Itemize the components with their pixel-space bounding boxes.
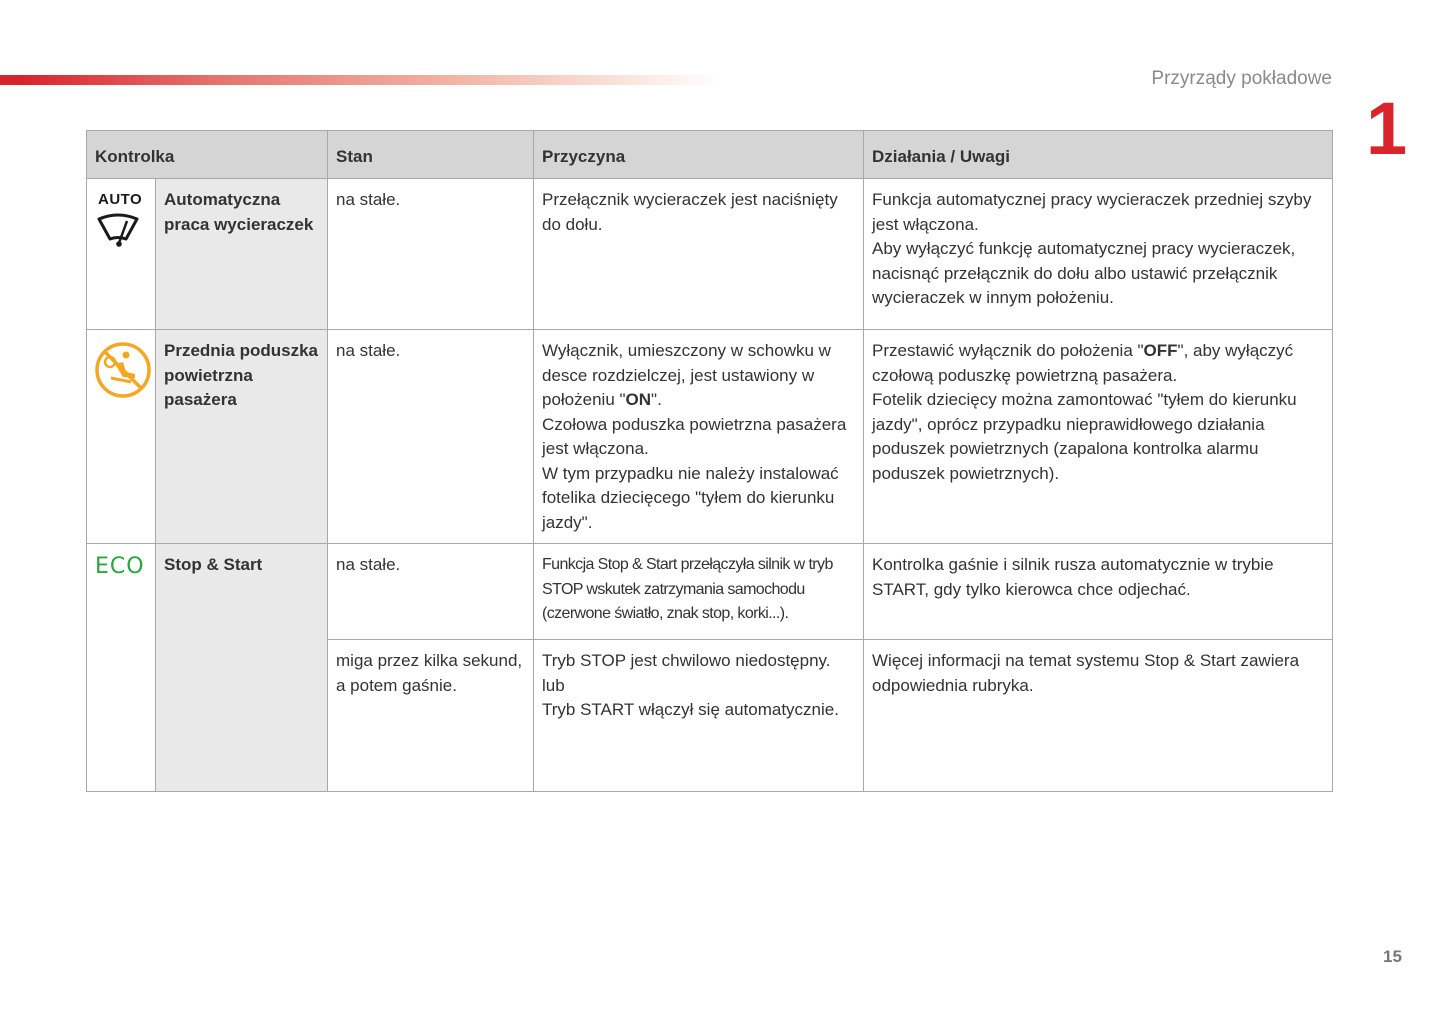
action-cell: Kontrolka gaśnie i silnik rusza automatycznie w trybie START, gdy tylko kierowca chce odjechać. xyxy=(864,544,1333,640)
warning-name: Przednia poduszka powietrzna pasażera xyxy=(156,330,328,544)
state-cell: miga przez kilka sekund, a potem gaśnie. xyxy=(328,640,534,792)
cause-text: Czołowa poduszka powietrzna pasażera jest włączona. xyxy=(542,414,847,458)
cause-text: Tryb STOP jest chwilowo niedostępny. xyxy=(542,651,831,670)
column-header-stan: Stan xyxy=(328,131,534,179)
off-position-label: OFF xyxy=(1143,341,1178,360)
warning-name: Automatyczna praca wycieraczek xyxy=(156,179,328,330)
icon-cell xyxy=(87,330,156,544)
wiper-icon xyxy=(93,209,143,249)
cause-text: ". xyxy=(651,390,662,409)
action-text: Funkcja automatycznej pracy wycieraczek przedniej szyby jest włączona. xyxy=(872,190,1312,234)
state-cell: na stałe. xyxy=(328,330,534,544)
auto-label: AUTO xyxy=(98,191,143,208)
action-cell: Więcej informacji na temat systemu Stop & Start zawiera odpowiednia rubryka. xyxy=(864,640,1333,792)
cause-text: Tryb START włączył się automatycznie. xyxy=(542,700,839,719)
table-header-row xyxy=(87,131,1333,179)
action-text: Przestawić wyłącznik do położenia " xyxy=(872,341,1144,360)
eco-icon: ECO xyxy=(95,554,145,579)
action-text: Aby wyłączyć funkcję automatycznej pracy wycieraczek, nacisnąć przełącznik do dołu albo ustawić przełącznik wycieraczek w innym położeniu. xyxy=(872,239,1296,307)
state-cell: na stałe. xyxy=(328,179,534,330)
page-number: 15 xyxy=(1383,947,1402,966)
passenger-airbag-off-icon xyxy=(93,340,153,400)
cause-cell: Przełącznik wycieraczek jest naciśnięty do dołu. xyxy=(534,179,864,330)
section-title: Przyrządy pokładowe xyxy=(1151,68,1332,89)
table-row xyxy=(87,544,1333,640)
header-accent-bar xyxy=(0,75,720,85)
on-position-label: ON xyxy=(625,390,652,409)
icon-cell xyxy=(87,179,156,330)
warning-name: Stop & Start xyxy=(156,544,328,792)
table-row xyxy=(87,330,1333,544)
state-cell: na stałe. xyxy=(328,544,534,640)
warning-lights-table xyxy=(86,130,1333,792)
cause-text: lub xyxy=(542,675,565,695)
icon-cell xyxy=(87,544,156,792)
column-header-przyczyna: Przyczyna xyxy=(534,131,864,179)
action-cell xyxy=(864,179,1333,330)
cause-cell xyxy=(534,330,864,544)
action-cell xyxy=(864,330,1333,544)
action-text: ", aby wyłączyć czołową poduszkę powietrzną pasażera. xyxy=(872,341,1294,385)
column-header-dzialania: Działania / Uwagi xyxy=(864,131,1333,179)
action-text: Fotelik dziecięcy można zamontować "tyłem do kierunku jazdy", oprócz przypadku nieprawidłowego działania poduszek powietrznych (zapalona kontrolka alarmu poduszek powietrznych). xyxy=(872,390,1297,483)
cause-text: W tym przypadku nie należy instalować fotelika dziecięcego "tyłem do kierunku jazdy". xyxy=(542,463,839,532)
cause-cell xyxy=(534,640,864,792)
cause-cell: Funkcja Stop & Start przełączyła silnik w tryb STOP wskutek zatrzymania samochodu (czerwone światło, znak stop, korki...). xyxy=(534,544,864,640)
table-row xyxy=(87,179,1333,330)
chapter-number: 1 xyxy=(1366,87,1408,170)
column-header-kontrolka: Kontrolka xyxy=(87,131,328,179)
cause-text: Wyłącznik, umieszczony w schowku w desce rozdzielczej, jest ustawiony w położeniu " xyxy=(542,341,831,409)
